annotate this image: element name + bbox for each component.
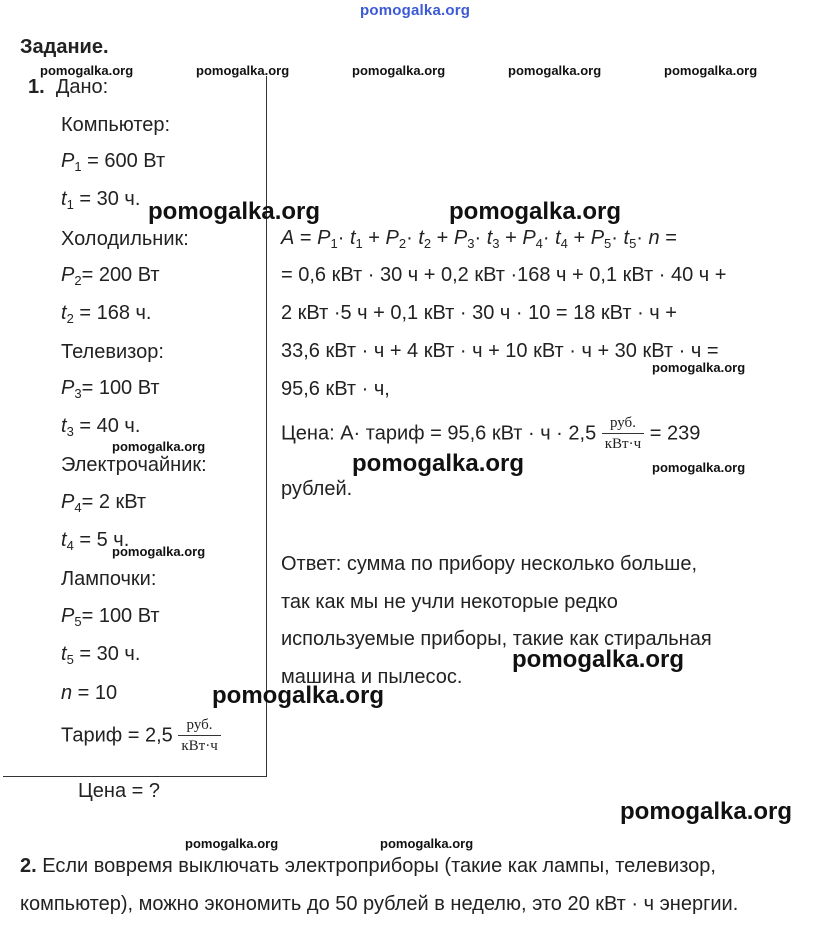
solution-line-3: 2 кВт ·5 ч + 0,1 кВт · 30 ч · 10 = 18 кВт · ч + bbox=[281, 302, 677, 324]
price-unit-fraction: $\frac{\text{руб.}}{\text{кВт·ч}}$ bbox=[602, 416, 644, 452]
given-title: Дано: bbox=[55, 76, 109, 98]
n-value: n = 10 bbox=[61, 682, 118, 704]
task2-number: 2. bbox=[20, 855, 37, 877]
tv-power: $P_3= 100$ Вт bbox=[61, 377, 160, 401]
computer-power: $P_1 = 600$ Вт bbox=[61, 150, 166, 174]
task2-line-1: 2. Если вовремя выключать электроприборы (такие как лампы, телевизор, bbox=[20, 855, 716, 877]
answer-line-4: машина и пылесос. bbox=[281, 666, 463, 688]
kettle-power: $P_4= 2$ кВт bbox=[61, 491, 147, 515]
given-frame-right bbox=[266, 76, 267, 776]
price-calculation: Цена: A· тариф = 95,6 кВт · ч · 2,5 $\frac{\text{руб.}}{\text{кВт·ч}}$ = 239 bbox=[281, 415, 701, 452]
tv-time: $t_3 = 40$ ч. bbox=[61, 415, 141, 439]
tariff: Тариф = 2,5 $\frac{\text{руб.}}{\text{кВт·ч}}$ bbox=[61, 718, 221, 754]
answer-line-2: так как мы не учли некоторые редко bbox=[281, 591, 618, 613]
watermark-large: pomogalka.org bbox=[512, 646, 685, 673]
fridge-label: Холодильник: bbox=[61, 228, 189, 250]
answer-line-1: Ответ: сумма по прибору несколько больше, bbox=[281, 553, 697, 575]
watermark-small: pomogalka.org bbox=[185, 836, 279, 851]
watermark-small: pomogalka.org bbox=[112, 544, 206, 559]
watermark-large: pomogalka.org bbox=[148, 198, 321, 225]
task-heading: Задание. bbox=[20, 36, 109, 58]
solution-line-4: 33,6 кВт · ч + 4 кВт · ч + 10 кВт · ч + 30 кВт · ч = bbox=[281, 340, 719, 362]
watermark-small: pomogalka.org bbox=[664, 63, 758, 78]
watermark-small: pomogalka.org bbox=[112, 439, 206, 454]
price-line-2: рублей. bbox=[281, 478, 353, 500]
tv-label: Телевизор: bbox=[61, 341, 164, 363]
price-question: Цена = ? bbox=[78, 780, 161, 802]
fridge-power: $P_2= 200$ Вт bbox=[61, 264, 160, 288]
watermark-large: pomogalka.org bbox=[352, 450, 525, 477]
watermark-small: pomogalka.org bbox=[196, 63, 290, 78]
computer-time: $t_1 = 30$ ч. bbox=[61, 188, 141, 212]
fridge-time: $t_2 = 168$ ч. bbox=[61, 302, 152, 326]
solution-formula: $A = P_1\cdot t_1 + P_2\cdot t_2 + P_3\cdot t_3 + P_4\cdot t_4 + P_5\cdot t_5\cdot n$ = bbox=[281, 227, 677, 251]
given-frame-bottom bbox=[3, 776, 267, 777]
watermark-small: pomogalka.org bbox=[652, 360, 746, 375]
kettle-time: $t_4 = 5$ ч. bbox=[61, 529, 130, 553]
given-header bbox=[28, 76, 108, 99]
watermark-top: pomogalka.org bbox=[360, 2, 471, 19]
watermark-small: pomogalka.org bbox=[380, 836, 474, 851]
solution-line-2: = 0,6 кВт · 30 ч + 0,2 кВт ·168 ч + 0,1 кВт · 40 ч + bbox=[281, 264, 727, 286]
watermark-small: pomogalka.org bbox=[652, 460, 746, 475]
kettle-label: Электрочайник: bbox=[61, 454, 207, 476]
task-number: 1. bbox=[28, 76, 45, 98]
task2-line-2: компьютер), можно экономить до 50 рублей в неделю, это 20 кВт · ч энергии. bbox=[20, 893, 739, 915]
answer-line-3: используемые приборы, такие как стиральная bbox=[281, 628, 712, 650]
watermark-large: pomogalka.org bbox=[212, 682, 385, 709]
watermark-small: pomogalka.org bbox=[40, 63, 134, 78]
watermark-small: pomogalka.org bbox=[352, 63, 446, 78]
computer-label: Компьютер: bbox=[61, 114, 171, 136]
lamps-time: $t_5 = 30$ ч. bbox=[61, 643, 141, 667]
watermark-large: pomogalka.org bbox=[449, 198, 622, 225]
solution-line-5: 95,6 кВт · ч, bbox=[281, 378, 390, 400]
lamps-label: Лампочки: bbox=[61, 568, 157, 590]
tariff-unit-fraction: $\frac{\text{руб.}}{\text{кВт·ч}}$ bbox=[178, 718, 220, 754]
watermark-small: pomogalka.org bbox=[508, 63, 602, 78]
lamps-power: $P_5= 100$ Вт bbox=[61, 605, 160, 629]
watermark-large: pomogalka.org bbox=[620, 798, 793, 825]
